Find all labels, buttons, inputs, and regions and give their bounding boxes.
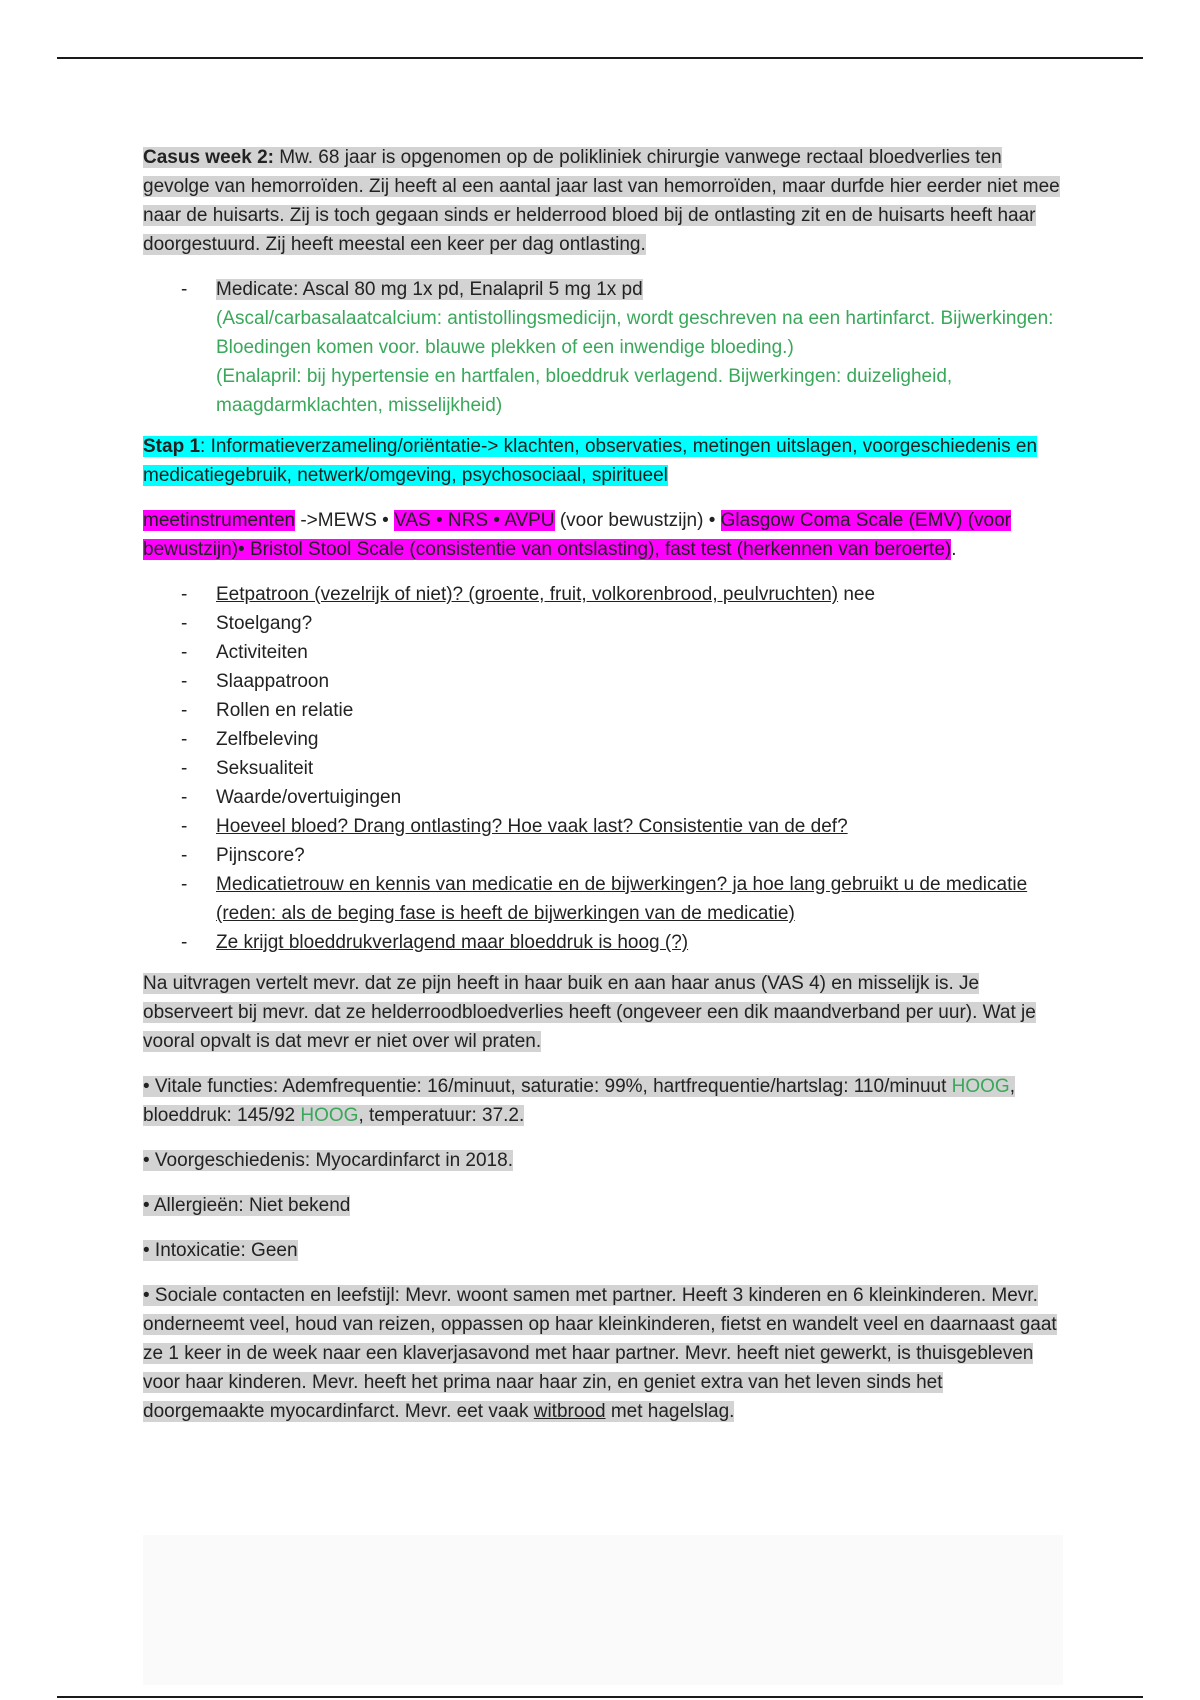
list-item: - Eetpatroon (vezelrijk of niet)? (groente, fruit, volkorenbrood, peulvruchten) nee bbox=[216, 580, 1063, 609]
list-item: - Ze krijgt bloeddrukverlagend maar bloeddruk is hoog (?) bbox=[216, 928, 1063, 957]
medication-list bbox=[143, 275, 1063, 420]
glasgow-bristol-fast: Glasgow Coma Scale (EMV) (voor bewustzijn)• Bristol Stool Scale (consistentie van ontslasting), fast test (herkennen van beroerte) bbox=[143, 510, 1012, 560]
list-item: - Seksualiteit bbox=[216, 754, 1063, 783]
list-item: - Zelfbeleving bbox=[216, 725, 1063, 754]
list-item: - Slaappatroon bbox=[216, 667, 1063, 696]
measurement-instruments bbox=[143, 506, 1063, 564]
step-1-label: Stap 1 bbox=[143, 436, 201, 457]
footer-rule bbox=[57, 1696, 1143, 1698]
list-item: - Waarde/overtuigingen bbox=[216, 783, 1063, 812]
period: . bbox=[951, 539, 957, 560]
vital-functions: • Vitale functies: Ademfrequentie: 16/minuut, saturatie: 99%, hartfrequentie/hartslag: 110/minuut HOOG, bloeddruk: 145/92 HOOG, temperatuur: 37.2. bbox=[143, 1076, 1015, 1126]
step-1-items: klachten, observaties, metingen uitslagen, voorgeschiedenis en medicatiegebruik, netwerk/omgeving, psychosociaal, spiritueel bbox=[143, 436, 1038, 486]
case-text: Mw. 68 jaar is opgenomen op de polikliniek chirurgie vanwege rectaal bloedverlies ten gevolge van hemorroïden. Zij heeft al een aantal jaar last van hemorroïden, maar durfde hier eerder niet mee naar de huisarts. Zij is toch gegaan sinds er helderrood bloed bij de ontlasting zit en de huisarts heeft haar doorgestuurd. Zij heeft meestal een keer per dag ontlasting. bbox=[143, 147, 1060, 255]
social-lifestyle: • Sociale contacten en leefstijl: Mevr. woont samen met partner. Heeft 3 kinderen en 6 kleinkinderen. Mevr. onderneemt veel, houd van reizen, oppassen op haar kleinkinderen, fietst en wandelt veel en daarnaast gaat ze 1 keer in de week naar een klaverjasavond met haar partner. Mevr. heeft niet gewerkt, is thuisgebleven voor haar kinderen. Mevr. heeft het prima naar haar zin, en geniet extra van het leven sinds het doorgemaakte myocardinfarct. Mevr. eet vaak witbrood met hagelslag. bbox=[143, 1285, 1057, 1422]
case-intro bbox=[143, 143, 1063, 259]
list-item: - Pijnscore? bbox=[216, 841, 1063, 870]
high-flag: HOOG bbox=[300, 1105, 359, 1126]
medication-note-enalapril: (Enalapril: bij hypertensie en hartfalen, bloeddruk verlagend. Bijwerkingen: duizeligheid, maagdarmklachten, misselijkheid) bbox=[216, 366, 953, 416]
instruments-label: meetinstrumenten bbox=[143, 510, 296, 531]
bewustzijn-text: (voor bewustzijn) • bbox=[554, 510, 721, 531]
allergies: • Allergieën: Niet bekend bbox=[143, 1195, 351, 1216]
list-item: - Stoelgang? bbox=[216, 609, 1063, 638]
mews-text: ->MEWS • bbox=[295, 510, 395, 531]
medication-item bbox=[216, 275, 1063, 420]
blank-area bbox=[143, 1535, 1063, 1685]
list-item: - Rollen en relatie bbox=[216, 696, 1063, 725]
document-body bbox=[143, 143, 1063, 1442]
medical-history: • Voorgeschiedenis: Myocardinfarct in 2018. bbox=[143, 1150, 513, 1171]
medication-line: Medicate: Ascal 80 mg 1x pd, Enalapril 5 mg 1x pd bbox=[216, 279, 643, 300]
header-rule bbox=[57, 57, 1143, 59]
case-label: Casus week 2: bbox=[143, 147, 274, 168]
list-item: - Activiteiten bbox=[216, 638, 1063, 667]
observation-paragraph: Na uitvragen vertelt mevr. dat ze pijn heeft in haar buik en aan haar anus (VAS 4) en misselijk is. Je observeert bij mevr. dat ze helderroodbloedverlies heeft (ongeveer een dik maandverband per uur). Wat je vooral opvalt is dat mevr er niet over wil praten. bbox=[143, 973, 1036, 1052]
high-flag: HOOG bbox=[951, 1076, 1010, 1097]
question-list bbox=[143, 580, 1063, 957]
medication-note-ascal: (Ascal/carbasalaatcalcium: antistollingsmedicijn, wordt geschreven na een hartinfarct. Bijwerkingen: Bloedingen komen voor. blauwe plekken of een inwendige bloeding.) bbox=[216, 308, 1054, 358]
intoxication: • Intoxicatie: Geen bbox=[143, 1240, 298, 1261]
step-1-text: : Informatieverzameling/oriëntatie-> bbox=[200, 436, 499, 457]
step-1-paragraph bbox=[143, 432, 1063, 490]
vas-nrs-avpu: VAS • NRS • AVPU bbox=[394, 510, 555, 531]
list-item: - Medicatietrouw en kennis van medicatie en de bijwerkingen? ja hoe lang gebruikt u de medicatie (reden: als de beging fase is heeft de bijwerkingen van de medicatie) bbox=[216, 870, 1063, 928]
list-item: - Hoeveel bloed? Drang ontlasting? Hoe vaak last? Consistentie van de def? bbox=[216, 812, 1063, 841]
